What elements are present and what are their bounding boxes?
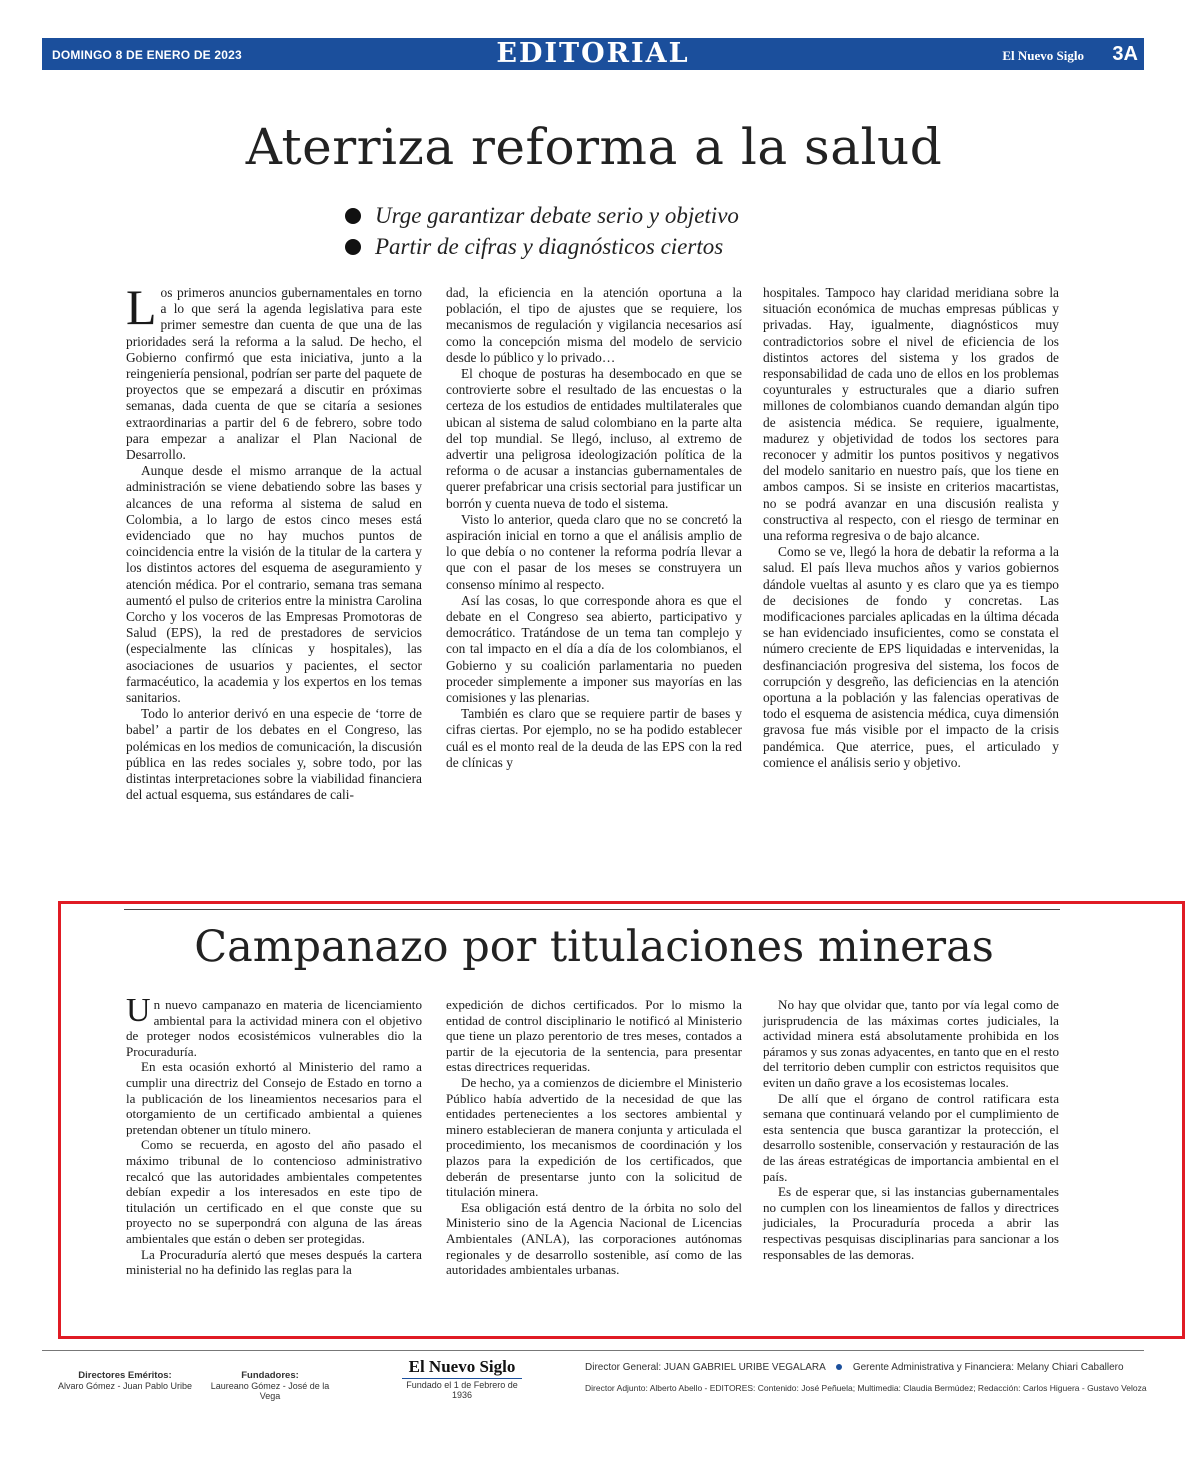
drop-cap: L [126, 279, 157, 335]
second-editorial-column-1 [126, 992, 422, 1278]
footer-founders [200, 1370, 340, 1401]
founders-label: Fundadores: [241, 1370, 299, 1381]
drop-cap: U [126, 992, 151, 1029]
separator-dot [836, 1364, 842, 1370]
subhead-item: Urge garantizar debate serio y objetivo [345, 200, 739, 231]
paragraph: La Procuraduría alertó que meses después la cartera ministerial no ha definido las reglas para la [126, 1246, 422, 1278]
page-number: 3A [1112, 43, 1138, 65]
second-editorial-column-2 [446, 997, 742, 1278]
founders-names: Laureano Gómez - José de la Vega [210, 1381, 330, 1401]
footer-emeritus [50, 1370, 200, 1391]
paragraph: expedición de dichos certificados. Por lo mismo la entidad de control disciplinario le notificó al Ministerio que tiene un plazo perentorio de tres meses, contados a partir de la ejecutoria de la sentencia, para presentar estas directrices requeridas. [446, 997, 742, 1075]
section-title: EDITORIAL [496, 38, 690, 69]
editorial-column-3 [763, 285, 1059, 771]
paragraph: También es claro que se requiere partir de bases y cifras ciertas. Por ejemplo, no se ha podido establecer cuál es el monto real de la deuda de las EPS con la red de clínicas y [446, 706, 742, 770]
paragraph: Aunque desde el mismo arranque de la actual administración se viene debatiendo sobre las bases y alcances de una reforma al sistema de salud en Colombia, a lo largo de estos cinco meses está evidenciado que no hay muchos puntos de coincidencia entre la visión de la titular de la cartera y los distintos actores del esquema de aseguramiento y atención médica. Por el contrario, semana tras semana aumentó el pulso de criterios entre la ministra Carolina Corcho y los voceros de las Empresas Promotoras de Salud (EPS), la red de prestadores de servicios (especialmente las clínicas y hospitales), las asociaciones de usuarios y pacientes, el sector farmacéutico, la academia y los expertos en los temas sanitarios. [126, 463, 422, 706]
editorial-headline: Aterriza reforma a la salud [245, 118, 943, 176]
second-editorial-column-3 [763, 997, 1059, 1262]
bullet-icon [345, 208, 361, 224]
paragraph: Todo lo anterior derivó en una especie de ‘torre de babel’ a partir de los debates en el Congreso, las polémicas en los medios de comunicación, la discusión pública en las redes sociales y, sobre todo, por las distintas interpretaciones sobre la viabilidad financiera del actual esquema, sus estándares de cali- [126, 706, 423, 803]
manager-name: Melany Chiari Caballero [1016, 1362, 1124, 1373]
second-editorial-headline: Campanazo por titulaciones mineras [194, 922, 994, 972]
paragraph: De allí que el órgano de control ratificara esta semana que continuará velando por el cumplimiento de esta sentencia que busca garantizar la protección, el desarrollo sostenible, conservación y restauración de las de las áreas estratégicas de importancia ambiental en el país. [763, 1090, 1059, 1184]
paragraph: No hay que olvidar que, tanto por vía legal como de jurisprudencia de las máximas cortes judiciales, la actividad minera está absolutamente prohibida en los páramos y sus zonas adyacentes, en tanto que en el resto del territorio deben cumplir con estrictos requisitos que eviten un daño grave a los ecosistemas locales. [763, 997, 1059, 1090]
paragraph: dad, la eficiencia en la atención oportuna a la población, el tipo de ajustes que se requiere, los mecanismos de regulación y vigilancia necesarios así como la concepción misma del modelo de servicio desde lo público y lo privado… [446, 285, 742, 365]
paragraph: Un nuevo campanazo en materia de licenciamiento ambiental para la actividad minera con el objetivo de proteger nodos ecosistémicos vulnerables dio la Procuraduría. [126, 992, 422, 1059]
paragraph: Como se ve, llegó la hora de debatir la reforma a la salud. El país lleva muchos años y varios gobiernos dándole vueltas al asunto y es claro que ya es tiempo de decisiones de fondo y concretas. Las modificaciones parciales aplicadas en la última década se han evidenciado insuficientes, como se constata el número creciente de EPS liquidadas e intervenidas, la desfinanciación progresiva del sistema, los focos de corrupción y desgreño, las deficiencias en la atención oportuna a la población y las falencias operativas de todo el esquema de asistencia médica, cuya dimensión gravosa fue más visible por el impacto de la crisis pandémica. Que aterrice, pues, el articulado y comience el análisis serio y objetivo. [763, 544, 1059, 770]
section-header-bar [42, 38, 1144, 70]
paragraph: En esta ocasión exhortó al Ministerio del ramo a cumplir una directriz del Consejo de Estado en torno a la publicación de los lineamientos necesarios para el otorgamiento de un certificado ambiental a quienes pretendan obtener un título minero. [126, 1059, 422, 1137]
editorial-column-2 [446, 285, 742, 771]
subhead-item: Partir de cifras y diagnósticos ciertos [345, 231, 739, 262]
edition-date: DOMINGO 8 DE ENERO DE 2023 [52, 48, 242, 62]
paragraph: Así las cosas, lo que corresponde ahora es que el debate en el Congreso sea abierto, participativo y democrático. Tratándose de un tema tan complejo y con tal impacto en el día a día de los colombianos, el Gobierno y su coalición parlamentaria no pueden proceder simplemente a imponer sus mayorías en las comisiones y las plenarias. [446, 592, 742, 706]
editorial-column-1 [126, 279, 423, 804]
paragraph: El choque de posturas ha desembocado en que se controvierte sobre el resultado de las encuestas o la certeza de los estudios de entidades multilaterales que ubican al sistema de salud colombiano en la parte alta del top mundial. Se llegó, incluso, al extremo de advertir una peligrosa ideologización política de la reforma o de acusar a instancias gubernamentales de querer prefabricar una crisis sectorial para justificar un borrón y cuenta nueva de todo el sistema. [446, 366, 742, 511]
founded-date: Fundado el 1 de Febrero de 1936 [406, 1380, 518, 1400]
director-label: Director General: [585, 1362, 662, 1373]
paragraph: Esa obligación está dentro de la órbita no solo del Ministerio sino de la Agencia Nacional de Licencias Ambientales (ANLA), las corporaciones autónomas regionales y de desarrollo sostenible, así como de las autoridades ambientales urbanas. [446, 1199, 742, 1278]
paragraph: hospitales. Tampoco hay claridad meridiana sobre la situación económica de muchas empresas públicas y privadas. Hay, igualmente, diagnósticos muy contradictorios sobre el nivel de eficiencia de los distintos actores del sistema y los grados de responsabilidad de cada uno de ellos en los problemas coyunturales y estructurales que a diario sufren millones de colombianos cuando demandan algún tipo de asistencia médica. Se requiere, igualmente, madurez y objetividad de todos los sectores para reconocer y admitir los puntos positivos y negativos del modelo sanitario en nuestro país, que los tiene en ambos campos. Si se insiste en criterios macartistas, no se podrá avanzar en una discusión realista y constructiva al respecto, con el riesgo de terminar en una reforma regresiva o de bajo alcance. [763, 285, 1059, 544]
paragraph: Visto lo anterior, queda claro que no se concretó la aspiración inicial en torno a que el análisis amplio de lo que debía o no contener la reforma podría llevar a que con el pasar de los meses se construyera un consenso mínimo al respecto. [446, 511, 742, 592]
emeritus-names: Alvaro Gómez - Juan Pablo Uribe [57, 1381, 193, 1391]
director-name: JUAN GABRIEL URIBE VEGALARA [663, 1362, 826, 1373]
emeritus-label: Directores Eméritos: [78, 1370, 172, 1381]
paragraph: Como se recuerda, en agosto del año pasado el máximo tribunal de lo contencioso administrativo recalcó que las autoridades ambientales competentes debían expedir a los interesados en este tipo de titulación un certificado en el que conste que su proyecto no se superpondrá con alguna de las áreas ambientales que están o deben ser protegidas. [126, 1137, 422, 1246]
footer-divider [42, 1350, 1144, 1351]
footer-masthead [396, 1357, 528, 1400]
footer-directors [585, 1362, 1124, 1373]
bullet-icon [345, 239, 361, 255]
editorial-subheads [345, 200, 739, 262]
paragraph: De hecho, ya a comienzos de diciembre el Ministerio Público había advertido de la necesidad de que las entidades pertenecientes a los sectores ambiental y minero establecieran de manera conjunta y articulada el procedimiento, los mecanismos de coordinación y los plazos para la expedición de los certificados, que deberán de presentarse junto con la solicitud de titulación minera. [446, 1074, 742, 1200]
masthead-rule [402, 1378, 522, 1379]
newspaper-brand: El Nuevo Siglo [1002, 48, 1084, 63]
manager-label: Gerente Administrativa y Financiera: [852, 1362, 1015, 1373]
footer-brand: El Nuevo Siglo [408, 1357, 516, 1376]
paragraph: Es de esperar que, si las instancias gubernamentales no cumplen con los lineamientos de fallos y directrices judiciales, la Procuraduría proceda a abrir las respectivas pesquisas disciplinarias para sancionar a los responsables de las demoras. [763, 1184, 1059, 1262]
article-divider [124, 909, 1060, 910]
footer-staff: Director Adjunto: Alberto Abello - EDITORES: Contenido: José Peñuela; Multimedia: Claudia Bermúdez; Redacción: Carlos Higuera - Gustavo Veloza [585, 1383, 1147, 1393]
paragraph: Los primeros anuncios gubernamentales en torno a lo que será la agenda legislativa para este primer semestre dan cuenta de que una de las prioridades será la reforma a la salud. De hecho, el Gobierno confirmó que esta iniciativa, junto a la reingeniería pensional, podrían ser parte del paquete de proyectos que se empezará a discutir en próximas semanas, dada cuenta de que se citaría a sesiones extraordinarias a partir del 6 de febrero, sobre todo para empezar a analizar el Plan Nacional de Desarrollo. [126, 279, 422, 463]
